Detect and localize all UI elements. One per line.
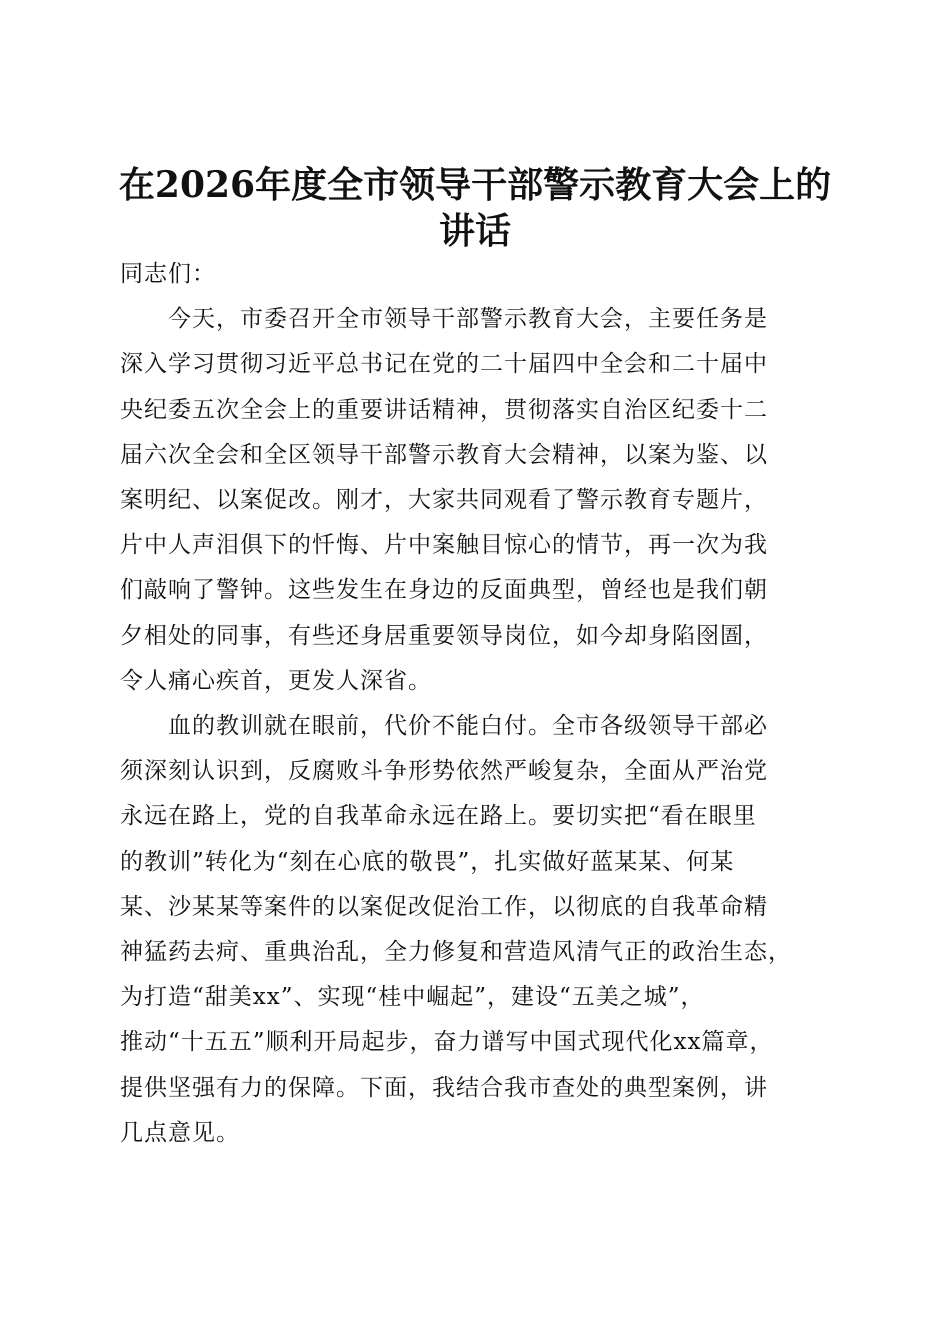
paragraph-line: 深入学习贯彻习近平总书记在党的二十届四中全会和二十届中 xyxy=(120,351,768,378)
paragraph-line: 几点意见。 xyxy=(120,1119,240,1146)
paragraph-line: 今天，市委召开全市领导干部警示教育大会，主要任务是 xyxy=(168,306,768,333)
salutation: 同志们： xyxy=(120,261,216,287)
paragraph-2 xyxy=(120,704,840,1156)
paragraph-line: 的教训”转化为“刻在心底的敬畏”，扎实做好蓝某某、何某 xyxy=(120,848,735,875)
paragraph-line: 为打造“甜美xx”、实现“桂中崛起”，建设“五美之城”， xyxy=(120,984,705,1011)
paragraph-line: 神猛药去疴、重典治乱，全力修复和营造风清气正的政治生态， xyxy=(120,939,792,966)
paragraph-line: 提供坚强有力的保障。下面，我结合我市查处的典型案例，讲 xyxy=(120,1074,768,1101)
paragraph-1 xyxy=(120,297,840,704)
document-title xyxy=(100,162,850,254)
document-body xyxy=(120,252,840,1156)
paragraph-line: 令人痛心疾首，更发人深省。 xyxy=(120,667,432,694)
title-line-2: 讲话 xyxy=(438,210,511,253)
paragraph-line: 须深刻认识到，反腐败斗争形势依然严峻复杂，全面从严治党 xyxy=(120,758,768,785)
paragraph-line: 届六次全会和全区领导干部警示教育大会精神，以案为鉴、以 xyxy=(120,441,768,468)
title-line-1: 在2026年度全市领导干部警示教育大会上的 xyxy=(118,164,832,207)
paragraph-line: 永远在路上，党的自我革命永远在路上。要切实把“看在眼里 xyxy=(120,803,757,830)
paragraph-line: 推动“十五五”顺利开局起步，奋力谱写中国式现代化xx篇章， xyxy=(120,1029,774,1056)
paragraph-line: 夕相处的同事，有些还身居重要领导岗位，如今却身陷囹圄， xyxy=(120,622,768,649)
paragraph-line: 案明纪、以案促改。刚才，大家共同观看了警示教育专题片， xyxy=(120,487,768,514)
paragraph-line: 某、沙某某等案件的以案促改促治工作，以彻底的自我革命精 xyxy=(120,893,768,920)
paragraph-line: 们敲响了警钟。这些发生在身边的反面典型，曾经也是我们朝 xyxy=(120,577,768,604)
paragraph-line: 血的教训就在眼前，代价不能白付。全市各级领导干部必 xyxy=(168,713,768,740)
paragraph-line: 央纪委五次全会上的重要讲话精神，贯彻落实自治区纪委十二 xyxy=(120,396,768,423)
paragraph-line: 片中人声泪俱下的忏悔、片中案触目惊心的情节，再一次为我 xyxy=(120,532,768,559)
